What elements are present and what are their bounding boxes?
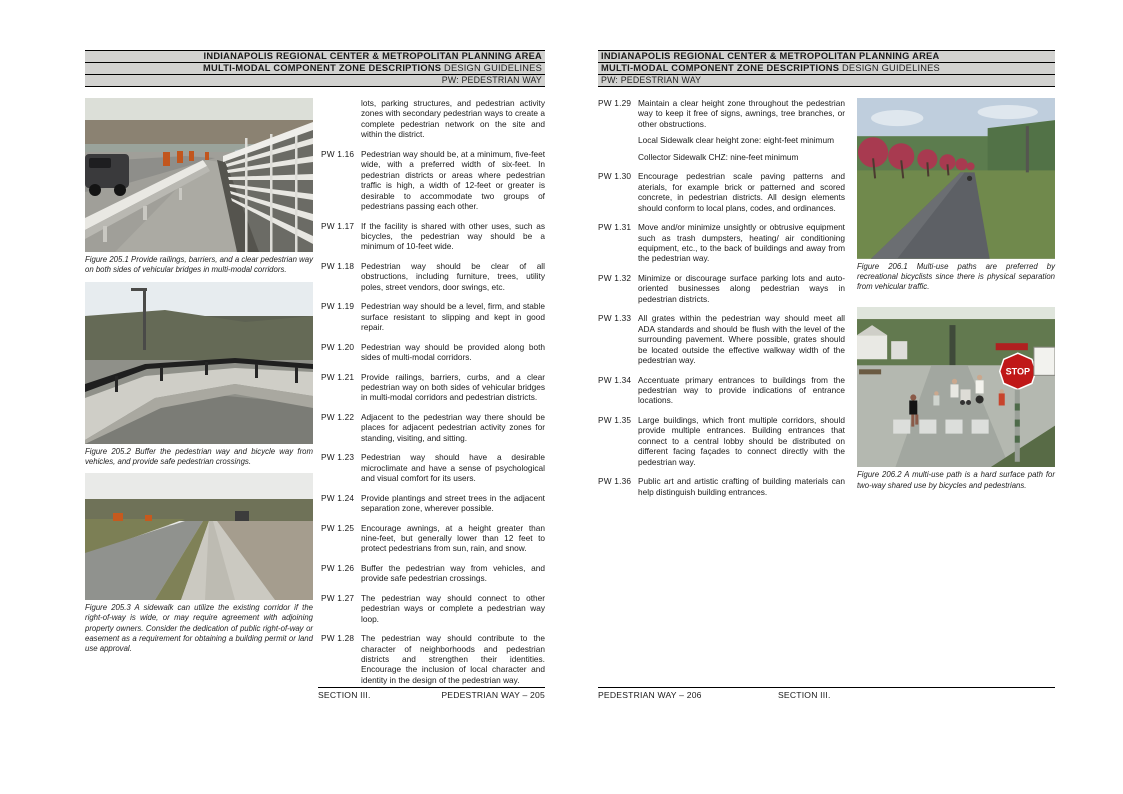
- header-section-label: PW: PEDESTRIAN WAY: [601, 75, 702, 85]
- guideline-text: Pedestrian way should be a level, firm, and stable surface resistant to slipping and kept in good repair.: [361, 301, 545, 333]
- page-right: [598, 50, 1055, 730]
- guideline-id: PW 1.24: [321, 492, 355, 503]
- figure-column-right: [857, 98, 1055, 506]
- guideline-text: Pedestrian way should be clear of all obstructions, including furniture, trees, utility poles, street vendors, door swings, etc.: [361, 260, 545, 292]
- guideline-item: [321, 221, 545, 252]
- guideline-item: [598, 171, 845, 213]
- header-subtitle-bold: MULTI-MODAL COMPONENT ZONE DESCRIPTIONS: [601, 63, 840, 73]
- header-row-2: [85, 63, 545, 75]
- guideline-item: [321, 563, 545, 584]
- guideline-text: Pedestrian way should have a desirable microclimate and have a sense of psychological and visual comfort for its users.: [361, 452, 545, 484]
- header-row-1: [598, 51, 1055, 63]
- guideline-id: PW 1.25: [321, 522, 355, 533]
- guideline-subnote: Local Sidewalk clear height zone: eight-feet minimum: [638, 135, 834, 146]
- header-subtitle-light: DESIGN GUIDELINES: [441, 63, 542, 73]
- stop-sign-label: STOP: [1005, 365, 1031, 376]
- guideline-text: Pedestrian way should be, at a minimum, five-feet wide, with a preferred width of six-feet. In pedestrian districts or areas where pedestrian traffic is high, a width of 12-feet or greater is desirable to accommodate two groups of pedestrians passing each other.: [361, 148, 545, 212]
- guideline-item: [598, 222, 845, 264]
- guideline-text: Buffer the pedestrian way from vehicles, and provide safe pedestrian crossings.: [361, 562, 545, 584]
- guideline-item: [321, 493, 545, 514]
- guideline-id: PW 1.21: [321, 371, 355, 382]
- left-page-columns: [85, 98, 545, 694]
- guideline-text: Provide plantings and street trees in the adjacent separation zone, wherever possible.: [361, 492, 545, 514]
- guideline-text: Pedestrian way should be provided along both sides of multi-modal corridors.: [361, 341, 545, 363]
- figure-206-1-caption: Figure 206.1 Multi-use paths are preferred by recreational bicyclists since there is physical separation from vehicular traffic.: [857, 261, 1055, 292]
- header-section-label: PW: PEDESTRIAN WAY: [441, 75, 542, 85]
- guideline-id: PW 1.23: [321, 452, 355, 463]
- footer-page-number: PEDESTRIAN WAY – 205: [441, 690, 545, 700]
- roadside-sign: [235, 511, 249, 521]
- guideline-item: [598, 375, 845, 406]
- header-row-3: [598, 75, 1055, 87]
- page-header-left: [85, 50, 545, 87]
- figure-205-1-photo: [85, 98, 313, 252]
- guideline-subnote: Collector Sidewalk CHZ: nine-feet minimum: [638, 151, 799, 162]
- guideline-id: PW 1.36: [598, 476, 632, 487]
- header-row-1: [85, 51, 545, 63]
- guideline-id: PW 1.32: [598, 272, 632, 283]
- guideline-text: Large buildings, which front multiple corridors, should provide multiple entrances. Building entrances that connect to a central lobby should be distributed on different facing façades to connect directly with the pedestrian way.: [638, 414, 845, 467]
- utility-pole: [1026, 126, 1029, 172]
- guideline-id: PW 1.19: [321, 301, 355, 312]
- guideline-id: PW 1.28: [321, 633, 355, 644]
- footer-section: SECTION III.: [318, 690, 371, 700]
- guideline-id: PW 1.30: [598, 171, 632, 182]
- guideline-id: PW 1.29: [598, 98, 632, 108]
- guideline-continuation: [321, 98, 545, 140]
- guideline-id: PW 1.18: [321, 260, 355, 271]
- crossing-sign: [1034, 347, 1055, 375]
- guideline-item: [321, 149, 545, 212]
- guideline-item: [321, 342, 545, 363]
- footer-left-page: [318, 687, 545, 700]
- guideline-id: PW 1.31: [598, 222, 632, 233]
- guideline-item: [321, 372, 545, 403]
- header-row-3: [85, 75, 545, 87]
- guideline-id: PW 1.16: [321, 148, 355, 159]
- guideline-id: PW 1.35: [598, 414, 632, 425]
- figure-205-3: [85, 473, 313, 654]
- guideline-item: [321, 523, 545, 554]
- guideline-item: [598, 98, 845, 129]
- tree-trunk: [949, 325, 955, 369]
- guideline-column-left: [321, 98, 545, 694]
- guideline-text: Encourage pedestrian scale paving patterns and aterials, for example brick or patterned and scored concrete, in pedestrian districts. All design elements should conform to local plans, codes, and ordinances.: [638, 171, 845, 213]
- footer-right-page: [598, 687, 1055, 700]
- guideline-item: [321, 452, 545, 483]
- guideline-id: PW 1.26: [321, 562, 355, 573]
- page-header-right: [598, 50, 1055, 87]
- guideline-text: Encourage awnings, at a height greater than nine-feet, but generally lower than 12 feet to protect pedestrians from sun, rain, and snow.: [361, 522, 545, 554]
- page-left: [85, 50, 545, 730]
- guideline-text: lots, parking structures, and pedestrian activity zones with secondary pedestrian ways to create a complete pedestrian network on the site and within the district.: [361, 98, 545, 140]
- cyclist: [967, 176, 972, 181]
- figure-206-1-photo: [857, 98, 1055, 259]
- header-subtitle-bold: MULTI-MODAL COMPONENT ZONE DESCRIPTIONS: [203, 63, 442, 73]
- guideline-item: [321, 301, 545, 332]
- guideline-text: Adjacent to the pedestrian way there should be places for adjacent pedestrian activity zones for standing, visiting, and sitting.: [361, 411, 545, 443]
- figure-206-2-caption: Figure 206.2 A multi-use path is a hard surface path for two-way shared use by bicycles and pedestrians.: [857, 470, 1055, 490]
- figure-206-2-photo: [857, 307, 1055, 468]
- header-row-2: [598, 63, 1055, 75]
- guideline-id: PW 1.33: [598, 313, 632, 324]
- guideline-item: [321, 261, 545, 292]
- right-page-columns: [598, 98, 1055, 506]
- guideline-id: PW 1.20: [321, 341, 355, 352]
- figure-205-2: [85, 282, 313, 468]
- footer-page-number: PEDESTRIAN WAY – 206: [598, 690, 702, 700]
- guideline-item: [598, 476, 845, 497]
- guideline-item: [598, 273, 845, 304]
- figure-205-2-caption: Figure 205.2 Buffer the pedestrian way and bicycle way from vehicles, and provide safe pedestrian crossings.: [85, 446, 313, 466]
- guideline-text: Minimize or discourage surface parking lots and auto-oriented businesses along pedestrian ways in pedestrian districts.: [638, 272, 845, 304]
- header-subtitle-light: DESIGN GUIDELINES: [839, 63, 940, 73]
- header-title: INDIANAPOLIS REGIONAL CENTER & METROPOLITAN PLANNING AREA: [203, 51, 542, 61]
- guideline-text: Move and/or minimize unsightly or obtrusive equipment such as trash dumpsters, heating/ air conditioning equipment, etc., to the back of buildings and away from the pedestrian way.: [638, 222, 845, 264]
- guideline-text: Accentuate primary entrances to buildings from the pedestrian way to provide indications of entrance locations.: [638, 374, 845, 406]
- header-title: INDIANAPOLIS REGIONAL CENTER & METROPOLITAN PLANNING AREA: [601, 51, 940, 61]
- guideline-text: The pedestrian way should connect to other pedestrian ways or complete a pedestrian way loop.: [361, 592, 545, 624]
- guideline-text: Public art and artistic crafting of building materials can help distinguish building entrances.: [638, 476, 845, 497]
- guideline-text: Provide railings, barriers, curbs, and a clear pedestrian way on both sides of vehicular bridges in multi-modal corridors and pedestrian districts.: [361, 371, 545, 403]
- guideline-item: [321, 633, 545, 685]
- guideline-id: PW 1.17: [321, 220, 355, 231]
- guideline-item: [321, 593, 545, 624]
- guideline-item: [321, 412, 545, 443]
- figure-205-2-photo: [85, 282, 313, 444]
- guideline-id: PW 1.22: [321, 411, 355, 422]
- guideline-text: All grates within the pedestrian way should meet all ADA standards and should be flush with the level of the surrounding pavement. Where possible, grates should be located outside the effective walkway width of the pedestrian way.: [638, 313, 845, 366]
- figure-206-2: [857, 307, 1055, 491]
- guideline-item: [598, 415, 845, 467]
- bench: [859, 369, 881, 374]
- guideline-column-right: [598, 98, 845, 506]
- figure-205-1-caption: Figure 205.1 Provide railings, barriers, and a clear pedestrian way on both sides of vehicular bridges in multi-modal corridors.: [85, 255, 313, 275]
- guideline-id: PW 1.34: [598, 374, 632, 385]
- guideline-item: [598, 313, 845, 365]
- guideline-text: The pedestrian way should contribute to the character of neighborhoods and pedestrian districts and strengthen their identities. Encourage the inclusion of local character and identity in the design of the pedestrian way.: [361, 633, 545, 685]
- figure-205-1: [85, 98, 313, 276]
- figure-205-3-caption: Figure 205.3 A sidewalk can utilize the existing corridor if the right-of-way is wide, or may require agreement with adjoining property owners. Consider the dedication of public right-of-way or easement as a requirement for obtaining a building permit or land use approval.: [85, 603, 313, 654]
- figure-205-3-photo: [85, 473, 313, 600]
- figure-column: [85, 98, 313, 694]
- guideline-id: PW 1.27: [321, 592, 355, 603]
- guideline-text: Maintain a clear height zone throughout the pedestrian way to keep it free of signs, awnings, tree branches, or other obstructions.: [638, 98, 845, 129]
- figure-206-1: [857, 98, 1055, 293]
- footer-section: SECTION III.: [778, 690, 831, 700]
- guideline-text: If the facility is shared with other uses, such as bicycles, the pedestrian way should be a minimum of 10-feet wide.: [361, 220, 545, 252]
